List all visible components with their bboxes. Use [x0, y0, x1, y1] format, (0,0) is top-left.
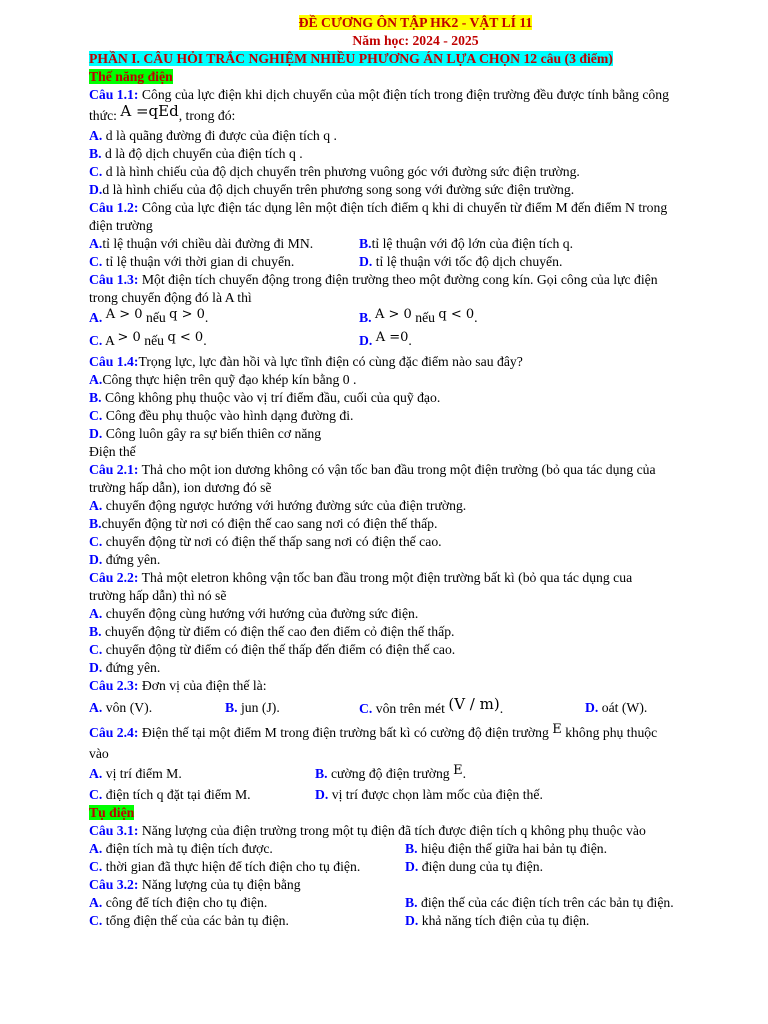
option-label: D.: [89, 426, 103, 441]
question-text: trường hấp dẫn), ion dương đó sẽ: [89, 480, 272, 495]
section-the-nang-dien-text: Thế năng điện: [89, 69, 173, 84]
section-heading-tu-dien: [89, 804, 742, 822]
option-label: D.: [405, 859, 419, 874]
question-label: Câu 2.2:: [89, 570, 139, 585]
option-text: .: [203, 333, 207, 348]
question-text: Thả một eletron không vận tốc ban đầu trong một điện trường bất kì (bỏ qua tác dụng cua: [138, 570, 633, 585]
question-2-1: [89, 461, 742, 479]
option-text: đứng yên.: [102, 660, 161, 675]
option-d: [89, 425, 742, 443]
option-a: [89, 840, 405, 858]
option-label: C.: [89, 164, 103, 179]
option-a: [89, 894, 405, 912]
part-heading: [89, 50, 742, 68]
option-b: [359, 307, 478, 330]
option-label: A.: [89, 700, 103, 715]
question-label: Câu 1.2:: [89, 200, 139, 215]
option-text: .: [462, 766, 466, 781]
option-label: A.: [89, 606, 103, 621]
option-text: tỉ lệ thuận với độ lớn của điện tích q.: [371, 236, 574, 251]
options-row-ab: [89, 307, 742, 330]
option-text: A: [102, 333, 118, 348]
question-3-1: [89, 822, 742, 840]
option-text: công để tích điện cho tụ điện.: [102, 895, 268, 910]
question-2-2: [89, 569, 742, 587]
options-row-abcd: [89, 695, 742, 722]
option-a: [89, 497, 742, 515]
option-text: .: [204, 310, 209, 325]
option-text: hiệu điện thế giữa hai bản tụ điện.: [417, 841, 608, 856]
question-text: Thả cho một ion dương không có vận tốc ban đầu trong một điện trường (bỏ qua tác dụng của: [138, 462, 656, 477]
option-label: D.: [585, 700, 599, 715]
option-text: vị trí được chọn làm mốc của điện thế.: [328, 787, 543, 802]
option-text: tỉ lệ thuận với thời gian di chuyển.: [102, 254, 295, 269]
section-dien-the-text: Điện thế: [89, 444, 136, 459]
option-text: d là hình chiếu của độ dịch chuyển trên phương vuông góc với đường sức điện trường.: [102, 164, 580, 179]
question-text: Một điện tích chuyển động trong điện trường theo một đường cong kín. Gọi công của lực điện: [138, 272, 658, 287]
option-text: điện tích mà tụ điện tích được.: [102, 841, 273, 856]
option-a: [89, 371, 742, 389]
option-text: cường độ điện trường: [327, 766, 454, 781]
option-a: [89, 307, 359, 330]
option-text: vôn trên mét: [372, 701, 449, 716]
question-label: Câu 1.1:: [89, 87, 139, 102]
question-1-1-cont: [89, 104, 742, 127]
options-row-cd: [89, 858, 742, 876]
section-heading-dien-the: [89, 443, 742, 461]
option-text: chuyển động từ nơi có điện thế thấp sang nơi có điện thế cao.: [102, 534, 442, 549]
option-c: [89, 330, 359, 353]
option-b: [89, 623, 742, 641]
option-text: Công luôn gây ra sự biến thiên cơ năng: [102, 426, 322, 441]
option-d: [89, 551, 742, 569]
option-text: chuyển động từ điểm có điện thế cao đen điểm cỏ điện thế thấp.: [101, 624, 455, 639]
formula: q < 0: [167, 330, 204, 345]
question-label: Câu 2.3:: [89, 678, 139, 693]
formula: A > 0: [105, 307, 143, 322]
option-label: C.: [89, 534, 103, 549]
option-label: A.: [89, 236, 103, 251]
option-label: A.: [89, 372, 103, 387]
option-label: D.: [359, 254, 373, 269]
question-1-2-cont: [89, 217, 742, 235]
option-label: B.: [225, 700, 238, 715]
option-label: A.: [89, 310, 103, 325]
option-b: [89, 389, 742, 407]
option-label: B.: [89, 390, 102, 405]
question-2-1-cont: [89, 479, 742, 497]
option-c: [89, 858, 405, 876]
option-a: [89, 127, 742, 145]
option-c: [89, 407, 742, 425]
option-b: [225, 695, 359, 722]
option-text: vôn (V).: [102, 700, 153, 715]
option-label: D.: [89, 552, 103, 567]
option-label: C.: [359, 701, 373, 716]
option-c: [89, 163, 742, 181]
option-text: nếu: [411, 310, 439, 325]
option-text: tỉ lệ thuận với tốc độ dịch chuyển.: [372, 254, 563, 269]
option-text: Công không phụ thuộc vào vị trí điểm đầu, cuối của quỹ đạo.: [101, 390, 441, 405]
question-text: thức:: [89, 108, 121, 123]
option-text: nếu: [142, 310, 170, 325]
question-1-3: [89, 271, 742, 289]
option-b: [405, 840, 607, 858]
option-label: B.: [89, 516, 102, 531]
option-label: C.: [89, 408, 103, 423]
option-b: [405, 894, 674, 912]
formula-field: E: [552, 722, 562, 737]
option-d: [405, 858, 543, 876]
option-d: [89, 659, 742, 677]
option-c: [89, 533, 742, 551]
part-heading-text: PHẦN I. CÂU HỎI TRẮC NGHIỆM NHIỀU PHƯƠNG ÁN LỰA CHỌN 12 câu (3 điểm): [89, 51, 613, 66]
option-label: D.: [359, 333, 373, 348]
question-label: Câu 3.2:: [89, 877, 139, 892]
option-b: [89, 145, 742, 163]
option-label: C.: [89, 333, 103, 348]
options-row-cd: [89, 330, 742, 353]
option-d: [405, 912, 589, 930]
formula: q > 0: [169, 307, 205, 322]
formula-work: A =qEd: [120, 102, 179, 120]
question-text: Công của lực điện khi dịch chuyển của một điện tích trong điện trường đều được tính bằng công: [138, 87, 669, 102]
option-label: A.: [89, 128, 103, 143]
question-2-2-cont: [89, 587, 742, 605]
question-text: điện trường: [89, 218, 153, 233]
option-text: oát (W).: [598, 700, 648, 715]
question-text: trường hấp dẫn) thì nó sẽ: [89, 588, 227, 603]
formula: A > 0: [374, 307, 412, 322]
option-d: [585, 695, 647, 722]
options-row-cd: [89, 912, 742, 930]
option-text: .: [474, 310, 478, 325]
option-text: tỉ lệ thuận với chiều dài đường đi MN.: [102, 236, 314, 251]
option-label: A.: [89, 766, 103, 781]
option-text: tổng điện thế của các bản tụ điện.: [102, 913, 289, 928]
option-a: [89, 763, 315, 786]
option-a: [89, 695, 225, 722]
option-label: C.: [89, 787, 103, 802]
section-tu-dien-text: Tụ điện: [89, 805, 135, 820]
formula-unit: (V / m): [448, 695, 500, 713]
option-text: d là quãng đường đi được của điện tích q .: [102, 128, 337, 143]
option-label: A.: [89, 895, 103, 910]
formula: q < 0: [438, 307, 475, 322]
option-label: C.: [89, 642, 103, 657]
question-text: Trọng lực, lực đàn hồi và lực tĩnh điện có cùng đặc điểm nào sau đây?: [138, 354, 523, 369]
option-b: [89, 515, 742, 533]
question-text: Công của lực điện tác dụng lên một điện tích điểm q khi di chuyển từ điểm M đến điểm N trong: [138, 200, 668, 215]
question-label: Câu 1.3:: [89, 272, 139, 287]
option-label: A.: [89, 498, 103, 513]
option-text: khả năng tích điện của tụ điện.: [418, 913, 590, 928]
question-text: Điện thế tại một điểm M trong điện trường bất kì có cường độ điện trường: [138, 725, 553, 740]
option-c: [359, 695, 585, 722]
option-c: [89, 641, 742, 659]
question-label: Câu 3.1:: [89, 823, 139, 838]
option-label: D.: [405, 913, 419, 928]
question-1-3-cont: [89, 289, 742, 307]
school-year-text: Năm học: 2024 - 2025: [352, 33, 479, 48]
options-row-ab: [89, 894, 742, 912]
option-d: [315, 786, 543, 804]
option-text: chuyển động từ nơi có điện thế cao sang nơi có điện thế thấp.: [101, 516, 438, 531]
option-text: Công đều phụ thuộc vào hình dạng đường đi.: [102, 408, 354, 423]
title-text: ĐỀ CƯƠNG ÔN TẬP HK2 - VẬT LÍ 11: [298, 15, 533, 30]
option-a: [89, 235, 359, 253]
formula: A =0: [375, 330, 409, 345]
option-text: điện tích q đặt tại điểm M.: [102, 787, 251, 802]
option-label: D.: [89, 182, 103, 197]
option-label: B.: [89, 624, 102, 639]
option-text: chuyển động từ điểm có điện thế thấp đến điểm có điện thế cao.: [102, 642, 456, 657]
option-label: B.: [359, 310, 372, 325]
option-text: jun (J).: [237, 700, 280, 715]
question-text: vào: [89, 746, 109, 761]
option-d: [359, 330, 412, 353]
formula: > 0: [117, 330, 141, 345]
options-row-ab: [89, 235, 742, 253]
question-label: Câu 2.4:: [89, 725, 139, 740]
option-c: [89, 786, 315, 804]
option-text: điện thế của các điện tích trên các bản tụ điện.: [417, 895, 674, 910]
option-text: điện dung của tụ điện.: [418, 859, 543, 874]
option-label: B.: [359, 236, 372, 251]
option-label: B.: [89, 146, 102, 161]
option-text: d là độ dịch chuyển của điện tích q .: [101, 146, 303, 161]
question-1-2: [89, 199, 742, 217]
options-row-cd: [89, 786, 742, 804]
option-b: [315, 763, 466, 786]
option-text: chuyển động ngược hướng với hướng đường sức của điện trường.: [102, 498, 467, 513]
option-label: C.: [89, 859, 103, 874]
option-label: D.: [315, 787, 329, 802]
question-text: , trong đó:: [178, 108, 236, 123]
option-text: đứng yên.: [102, 552, 161, 567]
option-text: chuyển động cùng hướng với hướng của đường sức điện.: [102, 606, 419, 621]
question-3-2: [89, 876, 742, 894]
school-year: [89, 32, 742, 50]
option-text: d là hình chiếu của độ dịch chuyển trên phương song song với đường sức điện trường.: [102, 182, 575, 197]
option-label: D.: [89, 660, 103, 675]
option-a: [89, 605, 742, 623]
question-label: Câu 1.4:: [89, 354, 139, 369]
question-2-3: [89, 677, 742, 695]
option-text: .: [408, 333, 412, 348]
options-row-ab: [89, 763, 742, 786]
option-label: B.: [405, 895, 418, 910]
option-text: thời gian đã thực hiện để tích điện cho tụ điện.: [102, 859, 361, 874]
option-label: A.: [89, 841, 103, 856]
option-d: [89, 181, 742, 199]
option-b: [359, 235, 573, 253]
option-text: .: [499, 701, 504, 716]
question-text: Năng lượng của điện trường trong một tụ điện đã tích được điện tích q không phụ thuộc vào: [138, 823, 646, 838]
question-text: không phụ thuộc: [561, 725, 658, 740]
question-1-4: [89, 353, 742, 371]
option-c: [89, 912, 405, 930]
question-1-1: [89, 86, 742, 104]
option-text: nếu: [140, 333, 168, 348]
options-row-cd: [89, 253, 742, 271]
section-heading-the-nang-dien: [89, 68, 742, 86]
question-label: Câu 2.1:: [89, 462, 139, 477]
option-label: B.: [405, 841, 418, 856]
question-text: trong chuyển động đó là A thì: [89, 290, 252, 305]
question-text: Năng lượng của tụ điện bằng: [138, 877, 301, 892]
option-d: [359, 253, 562, 271]
options-row-ab: [89, 840, 742, 858]
option-c: [89, 253, 359, 271]
document-title: [89, 14, 742, 32]
option-label: C.: [89, 913, 103, 928]
question-2-4: [89, 722, 742, 745]
option-text: vị trí điểm M.: [102, 766, 182, 781]
option-text: Công thực hiện trên quỹ đạo khép kín bằng 0 .: [102, 372, 357, 387]
option-label: C.: [89, 254, 103, 269]
formula-field: E: [453, 763, 463, 778]
option-label: B.: [315, 766, 328, 781]
question-2-4-cont: [89, 745, 742, 763]
question-text: Đơn vị của điện thế là:: [138, 678, 267, 693]
